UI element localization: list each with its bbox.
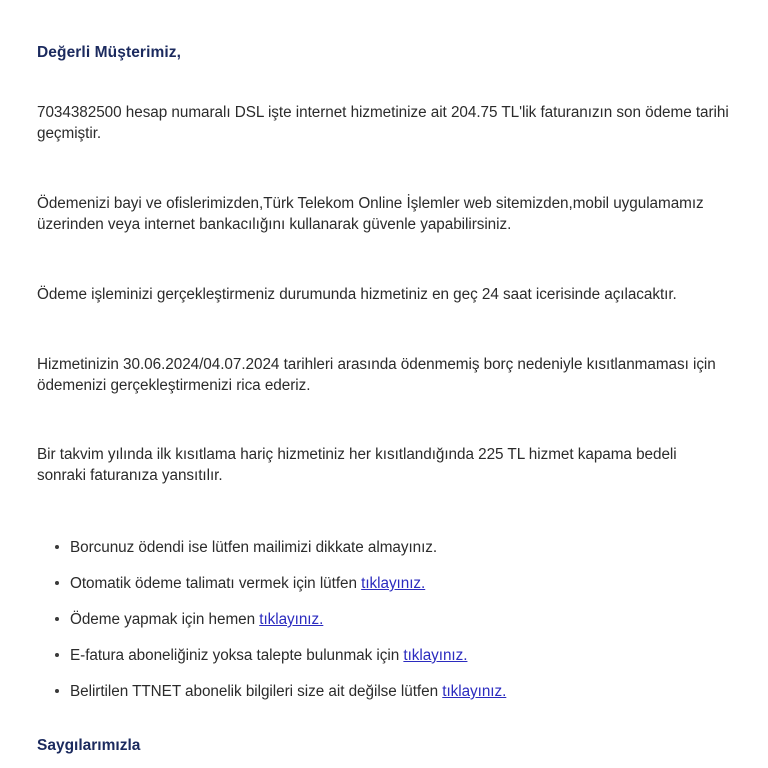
paragraph-line: Ödeme işleminizi gerçekleştirmeniz durumunda hizmetiniz en geç 24 saat icerisinde açılacaktır. [37,286,677,303]
pay-now-link[interactable]: tıklayınız. [259,611,324,628]
paragraph-line: Hizmetinizin 30.06.2024/04.07.2024 tarihleri arasında ödenmemiş borç nedeniyle kısıtlanmaması için [37,356,716,373]
bullet-dot-icon [55,617,59,621]
greeting-heading: Değerli Müşterimiz, [37,44,182,61]
list-item-text: Borcunuz ödendi ise lütfen mailimizi dikkate almayınız. [70,539,438,556]
list-item [37,609,768,630]
paragraph-payment-channels [37,144,768,235]
paragraph-line: Bir takvim yılında ilk kısıtlama hariç hizmetiniz her kısıtlandığında 225 TL hizmet kapama bedeli [37,446,677,463]
wrong-subscriber-info-link[interactable]: tıklayınız. [442,683,507,700]
paragraph-reactivation-time [37,235,768,305]
paragraph-overdue-invoice-notice [37,63,768,144]
list-item-text: Ödeme yapmak için hemen [70,611,260,628]
list-item-text: Otomatik ödeme talimatı vermek için lütfen [70,575,362,592]
paragraph-line: ödemenizi gerçekleştirmenizi rica ederiz. [37,377,311,394]
paragraph-service-closure-fee [37,396,768,486]
list-item [37,681,768,702]
paragraph-line: üzerinden veya internet bankacılığını kullanarak güvenle yapabilirsiniz. [37,216,512,233]
paragraph-restriction-window [37,305,768,396]
list-item [37,645,768,666]
paragraph-line: 7034382500 hesap numaralı DSL işte internet hizmetinize ait 204.75 TL'lik faturanızın son ödeme tarihi [37,104,729,121]
info-bullet-list [37,486,768,702]
bullet-dot-icon [55,545,59,549]
list-item [37,573,768,594]
list-item-text: E-fatura aboneliğiniz yoksa talepte bulunmak için [70,647,404,664]
list-item [37,537,768,558]
bullet-dot-icon [55,581,59,585]
bullet-dot-icon [55,689,59,693]
paragraph-line: Ödemenizi bayi ve ofislerimizden,Türk Telekom Online İşlemler web sitemizden,mobil uygulamamız [37,195,704,212]
list-item-text: Belirtilen TTNET abonelik bilgileri size ait değilse lütfen [70,683,443,700]
paragraph-line: sonraki faturanıza yansıtılır. [37,467,223,484]
email-content [37,0,768,756]
paragraph-line: geçmiştir. [37,125,102,142]
e-invoice-request-link[interactable]: tıklayınız. [403,647,468,664]
automatic-payment-order-link[interactable]: tıklayınız. [361,575,426,592]
signoff-text: Saygılarımızla [37,737,141,754]
bullet-dot-icon [55,653,59,657]
